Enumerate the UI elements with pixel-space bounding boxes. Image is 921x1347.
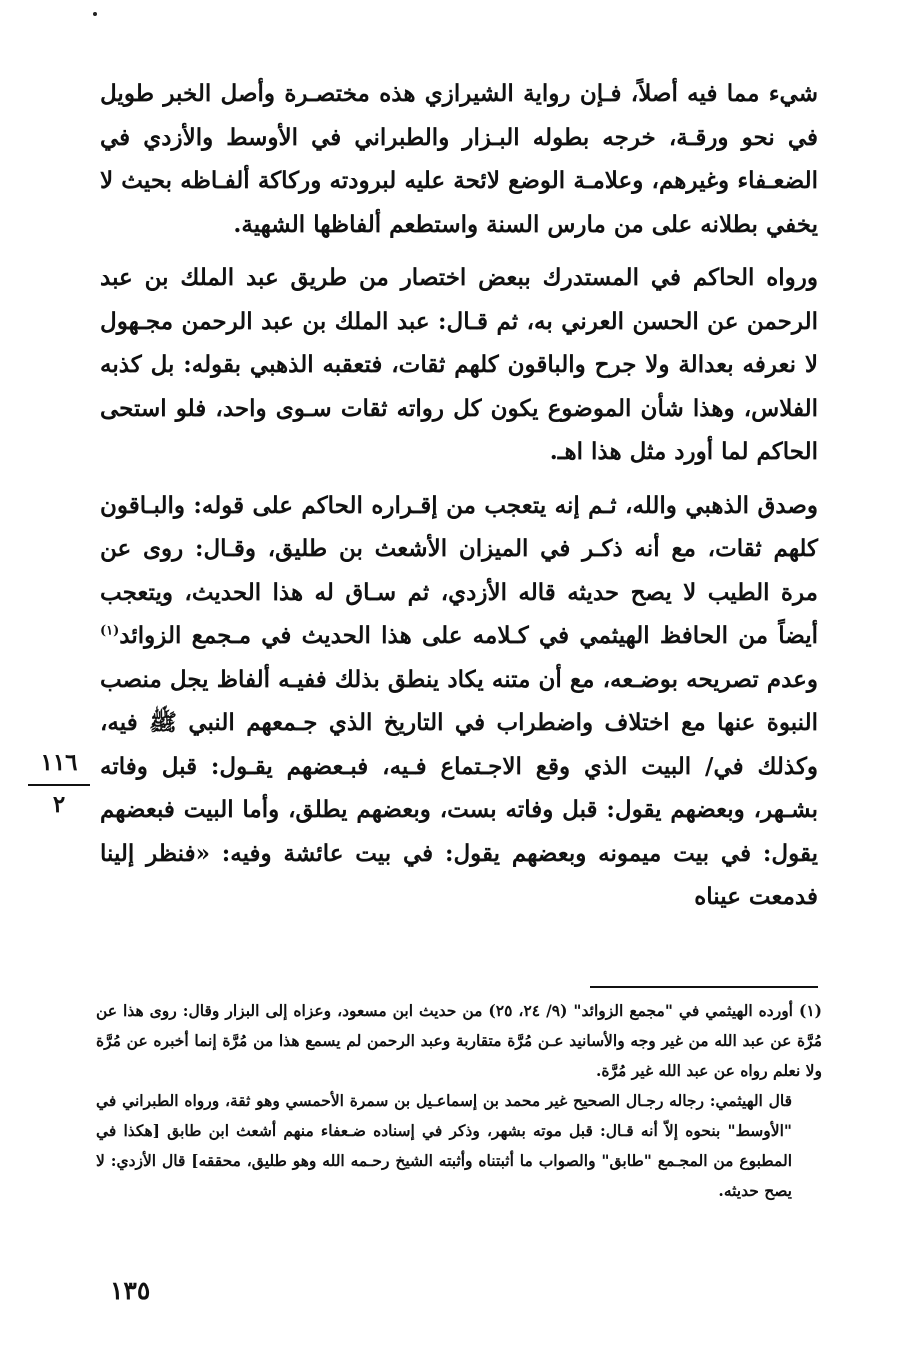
- paragraph-3-part-1: وصدق الذهبي والله، ثـم إنه يتعجب من إقـراره الحاكم على قوله: والبـاقون كلهم ثقات، مع أنه ذكـر في الميزان الأشعث بن طليق، وقـال: روى عن مرة الطيب لا يصح حديثه قاله الأزدي، ثم سـاق له هذا الحديث، ويتعجب أيضاً من الحافظ الهيثمي في كـلامه على هذا الحديث في مـجمع الزوائد: [100, 491, 818, 649]
- footnote-separator: [590, 986, 818, 988]
- manuscript-folio-note: [28, 748, 90, 820]
- paragraph-1: شيء مما فيه أصلاً، فـإن رواية الشيرازي هذه مختصـرة وأصل الخبر طويل في نحو ورقـة، خرجه بطوله البـزار والطبراني في الأوسط والأزدي في الضعـفاء وغيرهم، وعلامـة الوضع لائحة عليه لبرودته وركاكة ألفـاظه بحيث لا يخفي بطلانه على من مارس السنة واستطعم ألفاظها الشهية.: [100, 80, 818, 238]
- paragraph-3: [100, 484, 818, 919]
- print-speck: [93, 12, 97, 16]
- footnote-reference[interactable]: (١): [100, 623, 120, 639]
- main-text: [100, 72, 818, 929]
- paragraph-2: ورواه الحاكم في المستدرك ببعض اختصار من طريق عبد الملك بن عبد الرحمن عن الحسن العرني به، ثم قـال: عبد الملك بن عبد الرحمن مجـهول لا نعرفه بعدالة ولا جرح والباقون كلهم ثقات، فتعقبه الذهبي بقوله: بل كذبه الفلاس، وهذا شأن الموضوع يكون كل رواته ثقات سـوى واحد، فلو استحى الحاكم لما أورد مثل هذا اهـ.: [100, 264, 818, 465]
- paragraph-3-part-2: وعدم تصريحه بوضـعه، مع أن متنه يكاد ينطق بذلك ففيـه ألفاظ يجل منصب النبوة عنها مع اختلاف واضطراب في التاريخ الذي جـمعهم النبي ﷺ فيه، وكذلك في/ البيت الذي وقع الاجـتماع فـيه، فبـعضهم يقـول: قبل وفاته بشـهر، وبعضهم يقول: قبل وفاته بست، وبعضهم يطلق، وأما البيت فبعضهم يقول: في بيت ميمونه وبعضهم يقول: في بيت عائشة وفيه: «فنظر إلينا فدمعت عيناه: [100, 665, 818, 910]
- footnote-number: (١): [798, 1001, 822, 1020]
- footnote-1-text: أورده الهيثمي في "مجمع الزوائد" (٩/ ٢٤، ٢٥) من حديث ابن مسعود، وعزاه إلى البزار وقال: روى هذا عن مُرَّة عن عبد الله من غير وجه والأسانيد عـن مُرَّة متقاربة وعبد الرحمن لم يسمع هذا من مُرَّة إنما أخبره عن مُرَّة ولا نعلم رواه عن عبد الله غير مُرَّة.: [96, 1001, 822, 1080]
- folio-number: ١١٦: [28, 748, 90, 786]
- footnote-1: [96, 996, 822, 1086]
- footnote-1-continuation: قال الهيثمي: رجاله رجـال الصحيح غير محمد بن إسماعـيل بن سمرة الأحمسي وهو ثقة، ورواه الطبراني في "الأوسط" بنحوه إلاّ أنه قـال: قبل موته بشهر، وذكر في إسناده ضـعفاء منهم أشعث ابن طابق [هكذا في المطبوع من المجـمع "طابق" والصواب ما أثبتناه وأثبته الشيخ رحـمه الله وهو طليق، محققه] قال الأزدي: لا يصح حديثه.: [96, 1091, 792, 1200]
- page-number: ١٣٥: [110, 1276, 151, 1305]
- footnotes: [96, 996, 822, 1206]
- folio-side: ٢: [52, 791, 66, 818]
